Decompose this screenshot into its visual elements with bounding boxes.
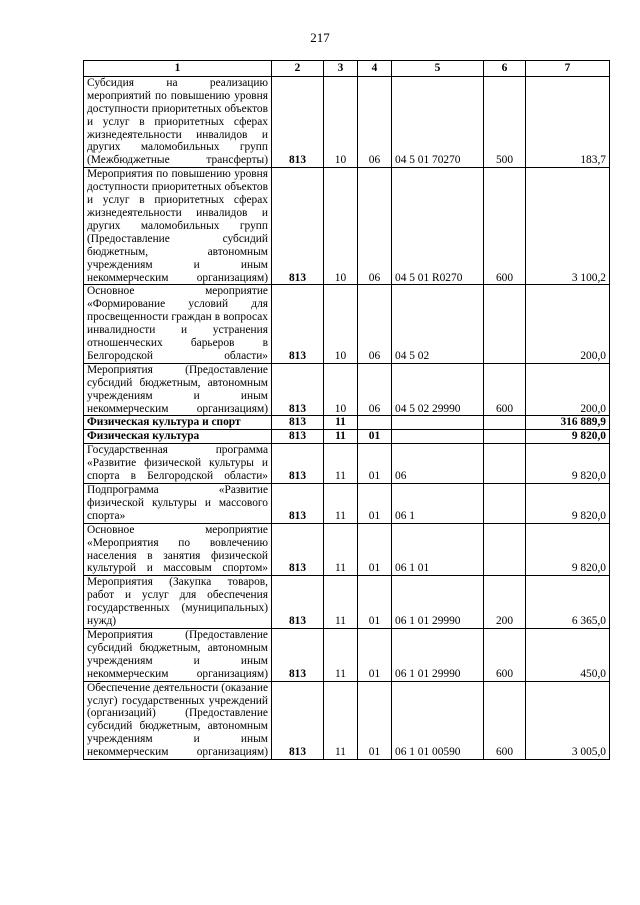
row-name-text: Мероприятия (Предоставление субсидий бюджетным, автономным учреждениям и иным некоммерческим организациям) <box>87 363 268 415</box>
row-section: 11 <box>324 430 358 444</box>
row-name <box>84 430 272 444</box>
row-section: 11 <box>324 416 358 430</box>
row-amount: 9 820,0 <box>526 523 610 576</box>
row-amount: 200,0 <box>526 285 610 363</box>
row-target-article: 06 1 01 29990 <box>392 576 484 629</box>
row-name-text: Государственная программа «Развитие физической культуры и спорта в Белгородской области» <box>87 444 268 483</box>
row-name <box>84 76 272 167</box>
row-target-article: 04 5 02 29990 <box>392 363 484 416</box>
row-ministry-code: 813 <box>272 523 324 576</box>
row-name <box>84 168 272 285</box>
table-row <box>84 416 610 430</box>
row-name-text: Физическая культура <box>87 430 200 443</box>
row-subsection: 01 <box>358 444 392 484</box>
row-expense-type <box>484 523 526 576</box>
row-expense-type <box>484 444 526 484</box>
row-name-text: Мероприятия (Закупка товаров, работ и услуг для обеспечения государственных (муниципальных) нужд) <box>87 576 268 628</box>
row-ministry-code: 813 <box>272 76 324 167</box>
row-target-article: 04 5 02 <box>392 285 484 363</box>
table-header-row <box>84 61 610 77</box>
table-row <box>84 430 610 444</box>
row-subsection: 01 <box>358 430 392 444</box>
row-target-article: 04 5 01 70270 <box>392 76 484 167</box>
table-row <box>84 363 610 416</box>
row-ministry-code: 813 <box>272 484 324 524</box>
row-expense-type: 500 <box>484 76 526 167</box>
table-row <box>84 444 610 484</box>
row-section: 11 <box>324 576 358 629</box>
row-name-text: Физическая культура и спорт <box>87 416 241 429</box>
column-header: 2 <box>272 61 324 77</box>
row-amount: 6 365,0 <box>526 576 610 629</box>
table-body <box>84 76 610 759</box>
row-amount: 9 820,0 <box>526 444 610 484</box>
row-name <box>84 523 272 576</box>
row-ministry-code: 813 <box>272 168 324 285</box>
table-row <box>84 168 610 285</box>
row-expense-type <box>484 285 526 363</box>
row-amount: 9 820,0 <box>526 484 610 524</box>
row-target-article: 06 1 01 <box>392 523 484 576</box>
row-name-text: Основное мероприятие «Формирование условий для просвещенности граждан в вопросах инвалидности и устранения отношенческих барьеров в Белгородской области» <box>87 285 268 362</box>
row-name <box>84 681 272 759</box>
row-expense-type: 600 <box>484 681 526 759</box>
budget-table <box>83 60 610 760</box>
row-amount: 316 889,9 <box>526 416 610 430</box>
row-expense-type: 600 <box>484 168 526 285</box>
row-name-text: Мероприятия по повышению уровня доступности приоритетных объектов и услуг в приоритетных сферах жизнедеятельности инвалидов и других маломобильных групп (Предоставление субсидий бюджетным, автономным учреждениям и иным некоммерческим организациям) <box>87 168 268 284</box>
row-section: 10 <box>324 76 358 167</box>
row-subsection <box>358 416 392 430</box>
page-number: 217 <box>310 30 330 45</box>
table-row <box>84 628 610 681</box>
row-section: 10 <box>324 168 358 285</box>
row-section: 11 <box>324 523 358 576</box>
row-expense-type: 600 <box>484 628 526 681</box>
row-expense-type <box>484 484 526 524</box>
row-target-article: 06 1 01 00590 <box>392 681 484 759</box>
row-section: 11 <box>324 681 358 759</box>
row-name-text: Подпрограмма «Развитие физической культуры и массового спорта» <box>87 484 268 522</box>
row-subsection: 06 <box>358 285 392 363</box>
row-amount: 9 820,0 <box>526 430 610 444</box>
row-amount: 3 005,0 <box>526 681 610 759</box>
column-header: 5 <box>392 61 484 77</box>
row-name-text: Обеспечение деятельности (оказание услуг) государственных учреждений (организаций) (Предоставление субсидий бюджетным, автономным учреждениям и иным некоммерческим организациям) <box>87 681 268 759</box>
row-ministry-code: 813 <box>272 285 324 363</box>
table-row <box>84 285 610 363</box>
row-name <box>84 576 272 629</box>
row-ministry-code: 813 <box>272 576 324 629</box>
row-section: 11 <box>324 628 358 681</box>
row-section: 11 <box>324 444 358 484</box>
row-amount: 200,0 <box>526 363 610 416</box>
row-subsection: 06 <box>358 168 392 285</box>
row-target-article <box>392 416 484 430</box>
row-amount: 3 100,2 <box>526 168 610 285</box>
row-target-article: 06 1 <box>392 484 484 524</box>
row-expense-type: 600 <box>484 363 526 416</box>
row-name <box>84 416 272 430</box>
row-ministry-code: 813 <box>272 416 324 430</box>
row-name <box>84 628 272 681</box>
table-row <box>84 484 610 524</box>
column-header: 6 <box>484 61 526 77</box>
row-amount: 183,7 <box>526 76 610 167</box>
row-expense-type: 200 <box>484 576 526 629</box>
row-ministry-code: 813 <box>272 430 324 444</box>
row-section: 10 <box>324 285 358 363</box>
column-header: 1 <box>84 61 272 77</box>
row-name <box>84 484 272 524</box>
table-row <box>84 576 610 629</box>
column-header: 3 <box>324 61 358 77</box>
row-ministry-code: 813 <box>272 363 324 416</box>
row-ministry-code: 813 <box>272 444 324 484</box>
row-section: 11 <box>324 484 358 524</box>
row-ministry-code: 813 <box>272 628 324 681</box>
row-subsection: 01 <box>358 681 392 759</box>
row-name <box>84 444 272 484</box>
row-section: 10 <box>324 363 358 416</box>
row-target-article <box>392 430 484 444</box>
row-name-text: Мероприятия (Предоставление субсидий бюджетным, автономным учреждениям и иным некоммерческим организациям) <box>87 628 268 680</box>
row-target-article: 06 1 01 29990 <box>392 628 484 681</box>
row-subsection: 01 <box>358 628 392 681</box>
row-subsection: 01 <box>358 523 392 576</box>
row-name-text: Субсидия на реализацию мероприятий по повышению уровня доступности приоритетных объектов и услуг в приоритетных сферах жизнедеятельности инвалидов и других маломобильных групп (Межбюджетные трансферты) <box>87 76 268 167</box>
row-subsection: 01 <box>358 484 392 524</box>
row-expense-type <box>484 430 526 444</box>
column-header: 7 <box>526 61 610 77</box>
row-target-article: 04 5 01 R0270 <box>392 168 484 285</box>
row-ministry-code: 813 <box>272 681 324 759</box>
row-name-text: Основное мероприятие «Мероприятия по вовлечению населения в занятия физической культурой и массовым спортом» <box>87 523 268 575</box>
table-row <box>84 681 610 759</box>
row-target-article: 06 <box>392 444 484 484</box>
row-subsection: 06 <box>358 76 392 167</box>
row-name <box>84 285 272 363</box>
column-header: 4 <box>358 61 392 77</box>
row-subsection: 01 <box>358 576 392 629</box>
row-amount: 450,0 <box>526 628 610 681</box>
table-row <box>84 76 610 167</box>
table-row <box>84 523 610 576</box>
row-subsection: 06 <box>358 363 392 416</box>
row-expense-type <box>484 416 526 430</box>
row-name <box>84 363 272 416</box>
